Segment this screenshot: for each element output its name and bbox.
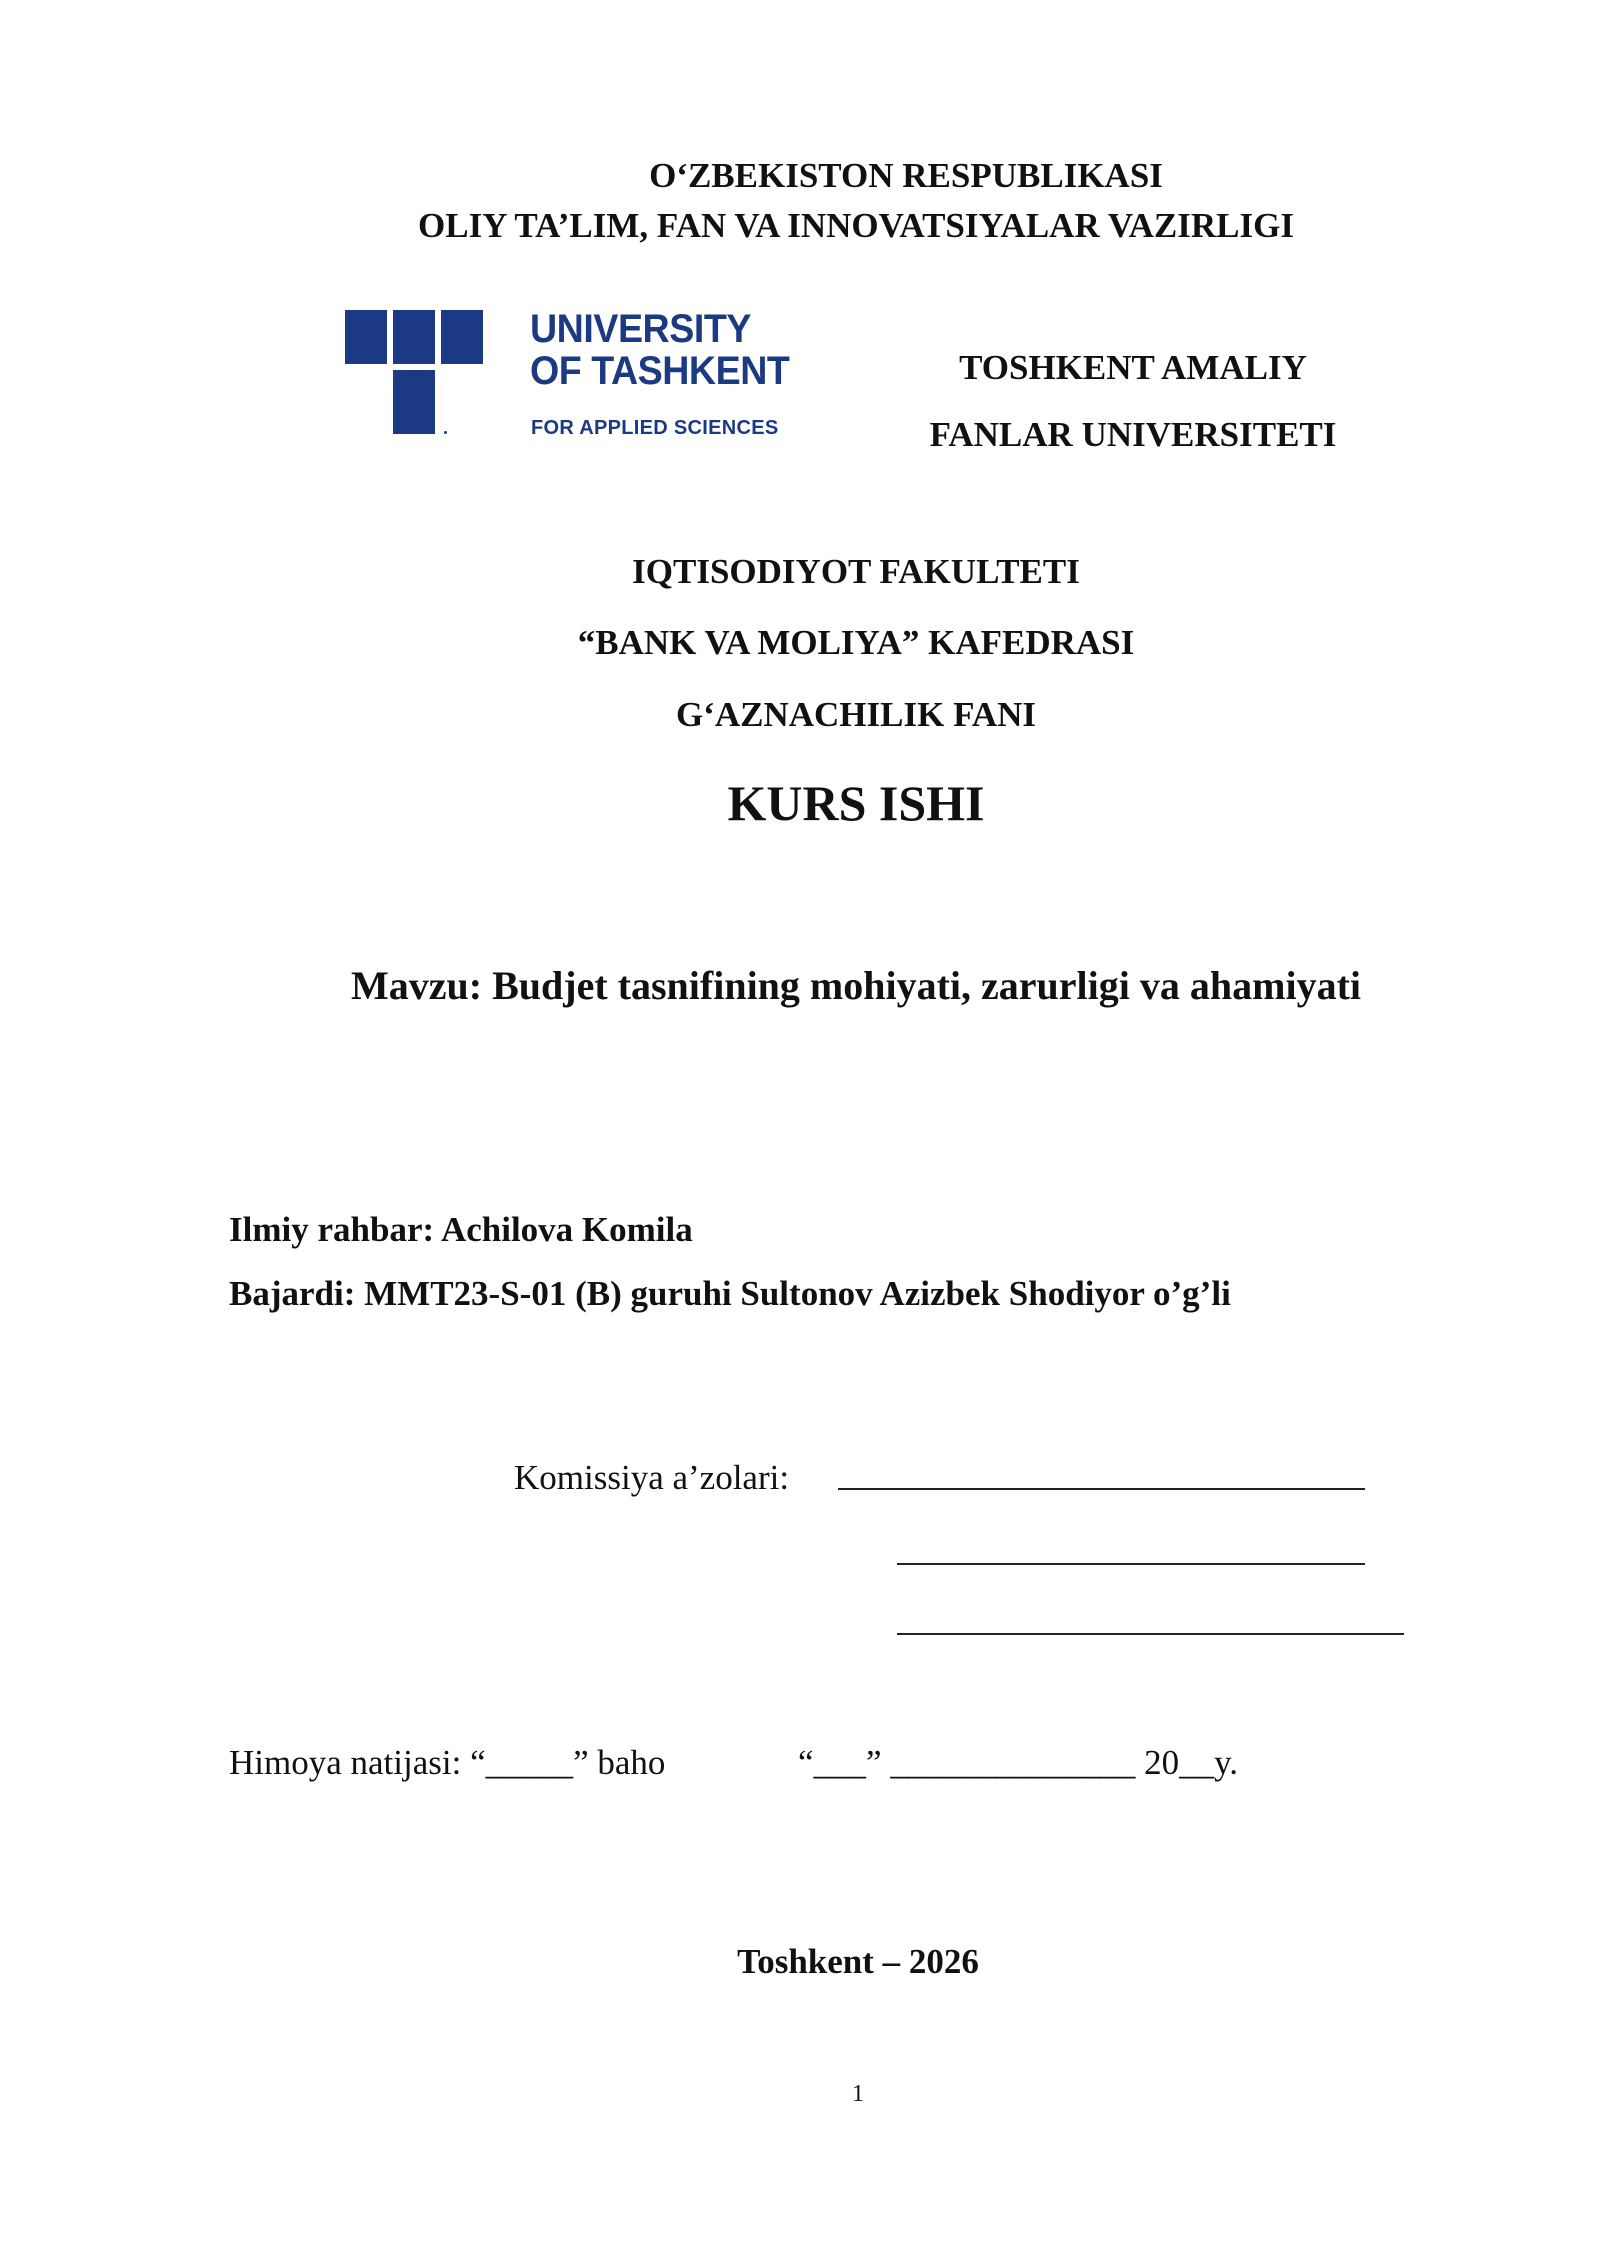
university-logo-mark bbox=[345, 306, 495, 446]
supervisor-line: Ilmiy rahbar: Achilova Komila bbox=[229, 1210, 693, 1249]
page-number: 1 bbox=[852, 2081, 864, 2107]
document-type-title: KURS ISHI bbox=[727, 775, 985, 831]
defense-date-line: “___” ______________ 20__y. bbox=[798, 1743, 1239, 1782]
department-name: “BANK VA MOLIYA” KAFEDRASI bbox=[577, 623, 1135, 662]
commission-label: Komissiya a’zolari: bbox=[514, 1458, 790, 1497]
commission-signature-line-1 bbox=[838, 1488, 1365, 1490]
logo-text-applied-sciences: FOR APPLIED SCIENCES bbox=[531, 417, 779, 439]
logo-text-university: UNIVERSITY bbox=[530, 307, 751, 351]
university-name-line-1: TOSHKENT AMALIY bbox=[959, 348, 1307, 387]
ministry-line-1: O‘ZBEKISTON RESPUBLIKASI bbox=[649, 156, 1163, 195]
topic-title: Mavzu: Budjet tasnifining mohiyati, zarurligi va ahamiyati bbox=[351, 963, 1361, 1008]
place-year: Toshkent – 2026 bbox=[737, 1942, 979, 1981]
subject-name: G‘AZNACHILIK FANI bbox=[675, 695, 1037, 734]
ministry-line-2: OLIY TA’LIM, FAN VA INNOVATSIYALAR VAZIRLIGI bbox=[418, 206, 1294, 245]
defense-result-line: Himoya natijasi: “_____” baho bbox=[229, 1743, 666, 1782]
university-logo bbox=[345, 306, 790, 446]
author-line: Bajardi: MMT23-S-01 (B) guruhi Sultonov Azizbek Shodiyor o’g’li bbox=[229, 1274, 1231, 1313]
university-name-line-2: FANLAR UNIVERSITETI bbox=[929, 415, 1337, 454]
commission-signature-line-2 bbox=[897, 1563, 1365, 1565]
commission-signature-line-3 bbox=[897, 1633, 1404, 1635]
faculty-name: IQTISODIYOT FAKULTETI bbox=[632, 552, 1080, 591]
logo-text-of-tashkent: OF TASHKENT bbox=[530, 349, 790, 393]
